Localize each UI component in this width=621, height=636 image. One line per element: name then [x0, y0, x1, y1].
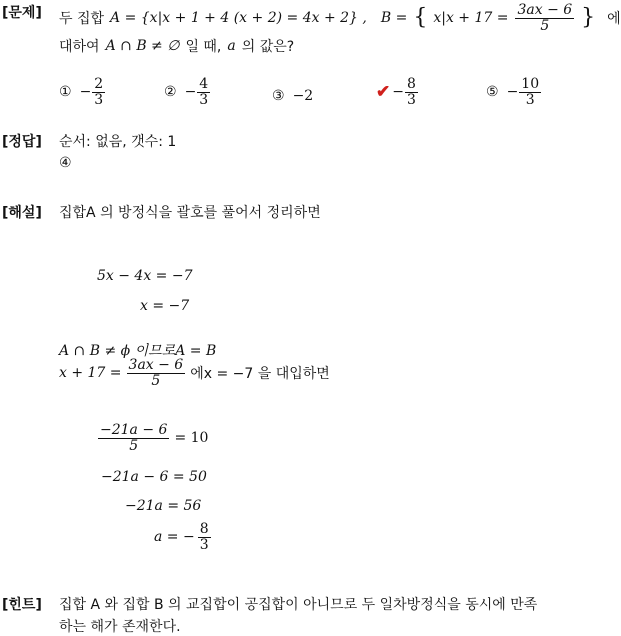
- set-b-label: B =: [380, 10, 408, 26]
- problem-text: 의 값은?: [241, 39, 295, 55]
- solution-math: = 10: [174, 430, 209, 447]
- solution-equation-4: −21a − 6 = 50: [101, 469, 207, 485]
- solution-text: 에x = −7 을 대입하면: [190, 366, 330, 383]
- answer-label: [정답]: [2, 134, 42, 150]
- solution-fraction: [98, 423, 169, 453]
- choice-value: −2: [292, 88, 314, 104]
- choice-numerator: 8: [406, 76, 416, 92]
- choice-denominator: 3: [525, 91, 535, 108]
- solution-math: x + 17 =: [59, 365, 122, 382]
- set-b-denominator: 5: [540, 17, 550, 34]
- hint-label: [힌트]: [2, 597, 42, 613]
- solution-numerator: −21a − 6: [100, 422, 168, 438]
- solution-denominator: 5: [151, 372, 161, 389]
- choice-marker: ①: [59, 84, 72, 101]
- answer-text: 순서: 없음, 갯수: 1: [59, 134, 177, 150]
- solution-line-4: [59, 358, 330, 388]
- problem-label: [문제]: [2, 5, 42, 21]
- answer-choice: ④: [59, 155, 72, 171]
- choice-sign: −: [392, 84, 404, 101]
- solution-equation-3: [97, 423, 208, 453]
- set-b-close-brace: }: [581, 5, 596, 30]
- choice-sign: −: [184, 84, 197, 101]
- problem-text: 에: [607, 11, 621, 27]
- problem-text: 두 집합: [59, 11, 105, 27]
- set-b-numerator: 3ax − 6: [517, 1, 573, 18]
- hint-line-1: 집합 A 와 집합 B 의 교집합이 공집합이 아니므로 두 일차방정식을 동시에 만족: [59, 597, 538, 613]
- set-a-expression: A = {x|x + 1 + 4 (x + 2) = 4x + 2} ,: [110, 10, 367, 26]
- solution-numerator: 8: [199, 521, 209, 537]
- choice-marker: ②: [164, 84, 177, 101]
- choice-denominator: 3: [406, 91, 416, 108]
- choice-fraction: [405, 77, 418, 107]
- set-b-fraction: [515, 3, 574, 33]
- solution-numerator: 3ax − 6: [128, 357, 184, 373]
- choice-3[interactable]: [272, 77, 313, 115]
- set-b-open-brace: {: [413, 5, 428, 30]
- choice-sign: −: [79, 84, 92, 101]
- solution-fraction: [198, 522, 211, 552]
- choice-fraction: [197, 77, 210, 107]
- set-b-condition: x|x + 17 =: [433, 10, 509, 26]
- solution-denominator: 3: [199, 536, 209, 553]
- choice-marker: ③: [272, 88, 285, 104]
- solution-denominator: 5: [129, 437, 139, 454]
- choice-fraction: [519, 77, 541, 107]
- intersection-condition: A ∩ B ≠ ∅: [105, 38, 180, 54]
- check-icon: ✔: [376, 82, 391, 103]
- solution-equation-5: −21a = 56: [125, 498, 202, 514]
- solution-fraction: [127, 358, 186, 388]
- hint-line-2: 하는 해가 존재한다.: [59, 619, 181, 635]
- choice-numerator: 2: [94, 76, 104, 92]
- choice-sign: −: [506, 84, 519, 101]
- choice-2[interactable]: [164, 77, 211, 107]
- solution-equation-2: x = −7: [140, 298, 190, 314]
- choice-1[interactable]: [59, 77, 106, 107]
- solution-intro: 집합A 의 방정식을 괄호를 풀어서 정리하면: [59, 205, 321, 221]
- solution-math: a = −: [154, 529, 195, 546]
- choice-denominator: 3: [94, 91, 104, 108]
- solution-label: [해설]: [2, 205, 42, 221]
- problem-line-2: [59, 36, 294, 56]
- problem-line-1: [59, 0, 621, 36]
- solution-line-3: A ∩ B ≠ ϕ 이므로A = B: [59, 343, 217, 359]
- problem-text: 대하여: [59, 39, 100, 55]
- choice-marker: ⑤: [486, 84, 499, 101]
- choice-fraction: [92, 77, 105, 107]
- choice-numerator: 10: [521, 76, 540, 92]
- problem-text: 일 때,: [185, 39, 222, 55]
- solution-equation-1: 5x − 4x = −7: [97, 268, 193, 284]
- choice-denominator: 3: [199, 91, 209, 108]
- solution-equation-6: [154, 522, 212, 552]
- choice-numerator: 4: [199, 76, 209, 92]
- choice-4-selected[interactable]: [376, 77, 419, 107]
- variable-a: a: [227, 38, 236, 54]
- choice-5[interactable]: [486, 77, 542, 107]
